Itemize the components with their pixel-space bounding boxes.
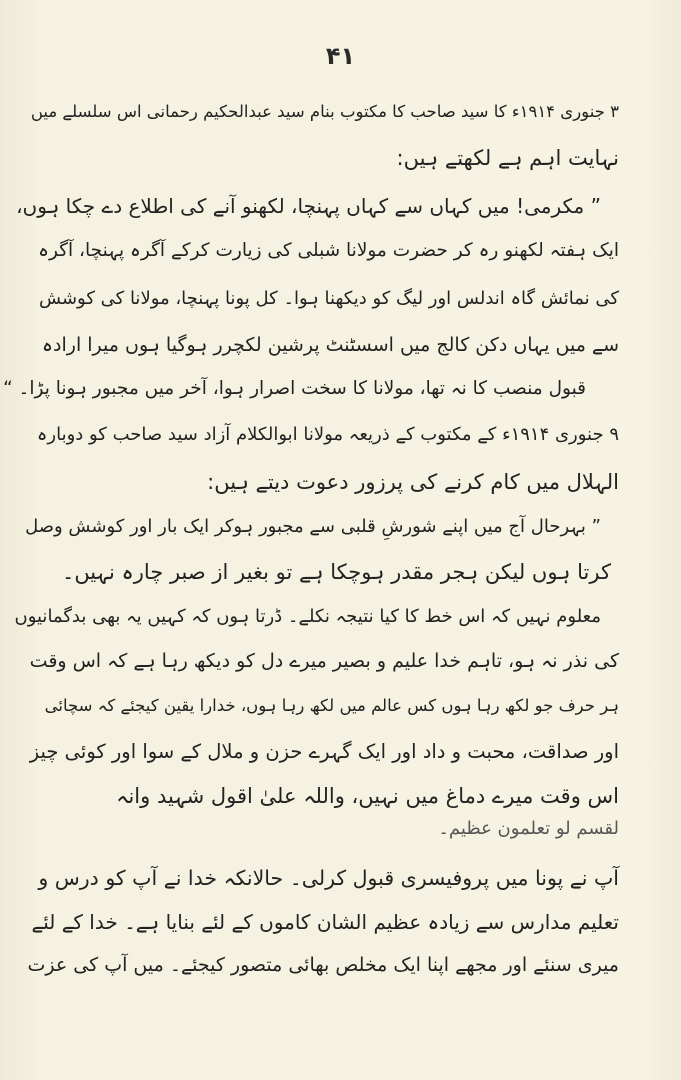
text-line: ایک ہفتہ لکھنو رہ کر حضرت مولانا شبلی کی زیارت کرکے آگرہ پہنچا، آگرہ (38, 240, 619, 261)
text-line: نہایت اہم ہے لکھتے ہیں: (396, 146, 619, 170)
text-line: ۳ جنوری ۱۹۱۴ء کا سید صاحب کا مکتوب بنام سید عبدالحکیم رحمانی اس سلسلے میں (30, 102, 619, 121)
text-line: کرتا ہوں لیکن ہجر مقدر ہوچکا ہے تو بغیر از صبر چارہ نہیں۔ (62, 560, 611, 584)
text-line: میری سنئے اور مجھے اپنا ایک مخلص بھائی متصور کیجئے۔ میں آپ کی عزت (27, 954, 619, 976)
text-line: آپ نے پونا میں پروفیسری قبول کرلی۔ حالانکہ خدا نے آپ کو درس و (38, 866, 619, 890)
text-line: کی نذر نہ ہو، تاہم خدا علیم و بصیر میرے دل کو دیکھ رہا ہے کہ اس وقت (29, 650, 619, 672)
text-line: کی نمائش گاہ اندلس اور لیگ کو دیکھنا ہوا۔ کل پونا پہنچا، مولانا کی کوشش (39, 288, 619, 309)
page-number: ۴۱ (325, 42, 356, 70)
text-line: معلوم نہیں کہ اس خط کا کیا نتیجہ نکلے۔ ڈرتا ہوں کہ کہیں یہ بھی بدگمانیوں (14, 606, 601, 627)
text-line: تعلیم مدارس سے زیادہ عظیم الشان کاموں کے لئے بنایا ہے۔ خدا کے لئے (31, 910, 619, 934)
text-line: ہر حرف جو لکھ رہا ہوں کس عالم میں لکھ رہا ہوں، خدارا یقین کیجئے کہ سچائی (44, 696, 619, 715)
text-line: ” مکرمی! میں کہاں سے کہاں پہنچا، لکھنو آنے کی اطلاع دے چکا ہوں، (16, 194, 601, 218)
text-line: ” بہرحال آج میں اپنے شورشِ قلبی سے مجبور ہوکر ایک بار اور کوشش وصل (25, 516, 601, 537)
text-line: قبول منصب کا نہ تھا، مولانا کا سخت اصرار ہوا، آخر میں مجبور ہونا پڑا۔ “ (3, 378, 586, 399)
text-line: ۹ جنوری ۱۹۱۴ء کے مکتوب کے ذریعہ مولانا ابوالکلام آزاد سید صاحب کو دوبارہ (36, 424, 619, 445)
text-line: الہلال میں کام کرنے کی پرزور دعوت دیتے ہیں: (207, 470, 619, 494)
text-line: سے میں یہاں دکن کالج میں اسسٹنٹ پرشین لکچرر ہوگیا ہوں میرا ارادہ (41, 334, 619, 356)
text-line: لقسم لو تعلمون عظیم۔ (438, 818, 619, 839)
text-line: اس وقت میرے دماغ میں نہیں، واللہ علیٰ اقول شہید وانہ (116, 784, 619, 808)
text-line: اور صداقت، محبت و داد اور ایک گہرے حزن و ملال کے سوا اور کوئی چیز (29, 740, 619, 763)
